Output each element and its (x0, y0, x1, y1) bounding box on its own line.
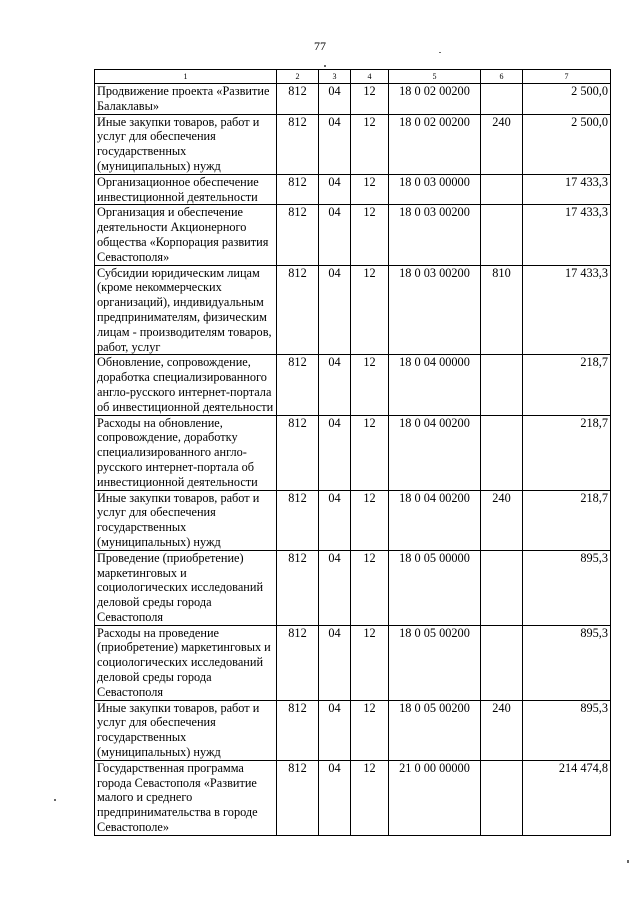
row-expense-type: 810 (481, 265, 523, 355)
scan-speck (627, 860, 629, 863)
row-name: Продвижение проекта «Развитие Балаклавы» (95, 84, 277, 115)
table-row (95, 490, 611, 550)
row-expense-type: 240 (481, 490, 523, 550)
row-name: Обновление, сопровождение, доработка специализированного англо-русского интернет-портала об инвестиционной деятельности (95, 355, 277, 415)
row-section: 04 (319, 760, 351, 835)
row-subsection: 12 (351, 265, 389, 355)
row-section: 04 (319, 114, 351, 174)
table-row (95, 700, 611, 760)
row-subsection: 12 (351, 84, 389, 115)
row-section: 04 (319, 355, 351, 415)
row-amount: 17 433,3 (523, 205, 611, 265)
row-expense-type (481, 760, 523, 835)
row-target-code: 18 0 05 00200 (389, 625, 481, 700)
header-row (95, 70, 611, 84)
row-department: 812 (277, 174, 319, 205)
row-department: 812 (277, 550, 319, 625)
row-amount: 218,7 (523, 415, 611, 490)
row-name: Иные закупки товаров, работ и услуг для обеспечения государственных (муниципальных) нужд (95, 700, 277, 760)
row-expense-type (481, 625, 523, 700)
table-row (95, 625, 611, 700)
row-target-code: 18 0 05 00200 (389, 700, 481, 760)
table-row (95, 355, 611, 415)
row-department: 812 (277, 760, 319, 835)
row-amount: 895,3 (523, 700, 611, 760)
row-expense-type: 240 (481, 114, 523, 174)
header-col-1: 1 (95, 70, 277, 84)
row-department: 812 (277, 265, 319, 355)
row-target-code: 18 0 04 00000 (389, 355, 481, 415)
row-section: 04 (319, 265, 351, 355)
row-amount: 2 500,0 (523, 114, 611, 174)
row-department: 812 (277, 205, 319, 265)
row-expense-type (481, 174, 523, 205)
row-section: 04 (319, 700, 351, 760)
row-subsection: 12 (351, 415, 389, 490)
row-section: 04 (319, 205, 351, 265)
row-name: Расходы на проведение (приобретение) маркетинговых и социологических исследований деловой среды города Севастополя (95, 625, 277, 700)
row-subsection: 12 (351, 700, 389, 760)
row-subsection: 12 (351, 625, 389, 700)
row-target-code: 18 0 05 00000 (389, 550, 481, 625)
row-amount: 218,7 (523, 490, 611, 550)
row-target-code: 18 0 04 00200 (389, 415, 481, 490)
row-expense-type (481, 355, 523, 415)
table-row (95, 550, 611, 625)
header-col-2: 2 (277, 70, 319, 84)
row-department: 812 (277, 114, 319, 174)
scan-speck (324, 65, 326, 67)
table-row (95, 114, 611, 174)
table-row (95, 265, 611, 355)
row-expense-type (481, 205, 523, 265)
row-department: 812 (277, 355, 319, 415)
scan-speck (54, 799, 56, 801)
row-target-code: 18 0 03 00200 (389, 265, 481, 355)
row-section: 04 (319, 84, 351, 115)
row-target-code: 18 0 02 00200 (389, 84, 481, 115)
header-col-4: 4 (351, 70, 389, 84)
header-col-6: 6 (481, 70, 523, 84)
table-row (95, 760, 611, 835)
row-name: Иные закупки товаров, работ и услуг для обеспечения государственных (муниципальных) нужд (95, 490, 277, 550)
row-name: Расходы на обновление, сопровождение, доработку специализированного англо-русского интернет-портала об инвестиционной деятельности (95, 415, 277, 490)
row-subsection: 12 (351, 490, 389, 550)
row-section: 04 (319, 415, 351, 490)
row-section: 04 (319, 490, 351, 550)
row-expense-type (481, 84, 523, 115)
row-subsection: 12 (351, 114, 389, 174)
row-expense-type: 240 (481, 700, 523, 760)
row-subsection: 12 (351, 174, 389, 205)
row-name: Иные закупки товаров, работ и услуг для обеспечения государственных (муниципальных) нужд (95, 114, 277, 174)
row-name: Проведение (приобретение) маркетинговых и социологических исследований деловой среды города Севастополя (95, 550, 277, 625)
table-row (95, 415, 611, 490)
row-amount: 17 433,3 (523, 265, 611, 355)
row-amount: 17 433,3 (523, 174, 611, 205)
row-name: Государственная программа города Севастополя «Развитие малого и среднего предпринимательства в городе Севастополе» (95, 760, 277, 835)
budget-table (94, 69, 611, 836)
row-subsection: 12 (351, 205, 389, 265)
row-expense-type (481, 415, 523, 490)
row-department: 812 (277, 700, 319, 760)
row-target-code: 18 0 04 00200 (389, 490, 481, 550)
row-department: 812 (277, 490, 319, 550)
row-name: Организационное обеспечение инвестиционной деятельности (95, 174, 277, 205)
row-amount: 214 474,8 (523, 760, 611, 835)
row-expense-type (481, 550, 523, 625)
page-number: 77 (314, 39, 326, 53)
row-subsection: 12 (351, 550, 389, 625)
table-row (95, 205, 611, 265)
row-target-code: 18 0 03 00200 (389, 205, 481, 265)
row-amount: 218,7 (523, 355, 611, 415)
row-department: 812 (277, 84, 319, 115)
row-name: Организация и обеспечение деятельности Акционерного общества «Корпорация развития Севастополя» (95, 205, 277, 265)
scan-speck (439, 52, 441, 53)
row-amount: 895,3 (523, 625, 611, 700)
table-row (95, 174, 611, 205)
table-row (95, 84, 611, 115)
row-section: 04 (319, 550, 351, 625)
row-department: 812 (277, 625, 319, 700)
row-department: 812 (277, 415, 319, 490)
header-col-5: 5 (389, 70, 481, 84)
header-col-3: 3 (319, 70, 351, 84)
row-target-code: 18 0 03 00000 (389, 174, 481, 205)
row-amount: 895,3 (523, 550, 611, 625)
row-subsection: 12 (351, 760, 389, 835)
row-amount: 2 500,0 (523, 84, 611, 115)
row-target-code: 18 0 02 00200 (389, 114, 481, 174)
header-col-7: 7 (523, 70, 611, 84)
row-section: 04 (319, 625, 351, 700)
row-target-code: 21 0 00 00000 (389, 760, 481, 835)
row-subsection: 12 (351, 355, 389, 415)
row-section: 04 (319, 174, 351, 205)
row-name: Субсидии юридическим лицам (кроме некоммерческих организаций), индивидуальным предпринимателям, физическим лицам - производителям товаров, работ, услуг (95, 265, 277, 355)
